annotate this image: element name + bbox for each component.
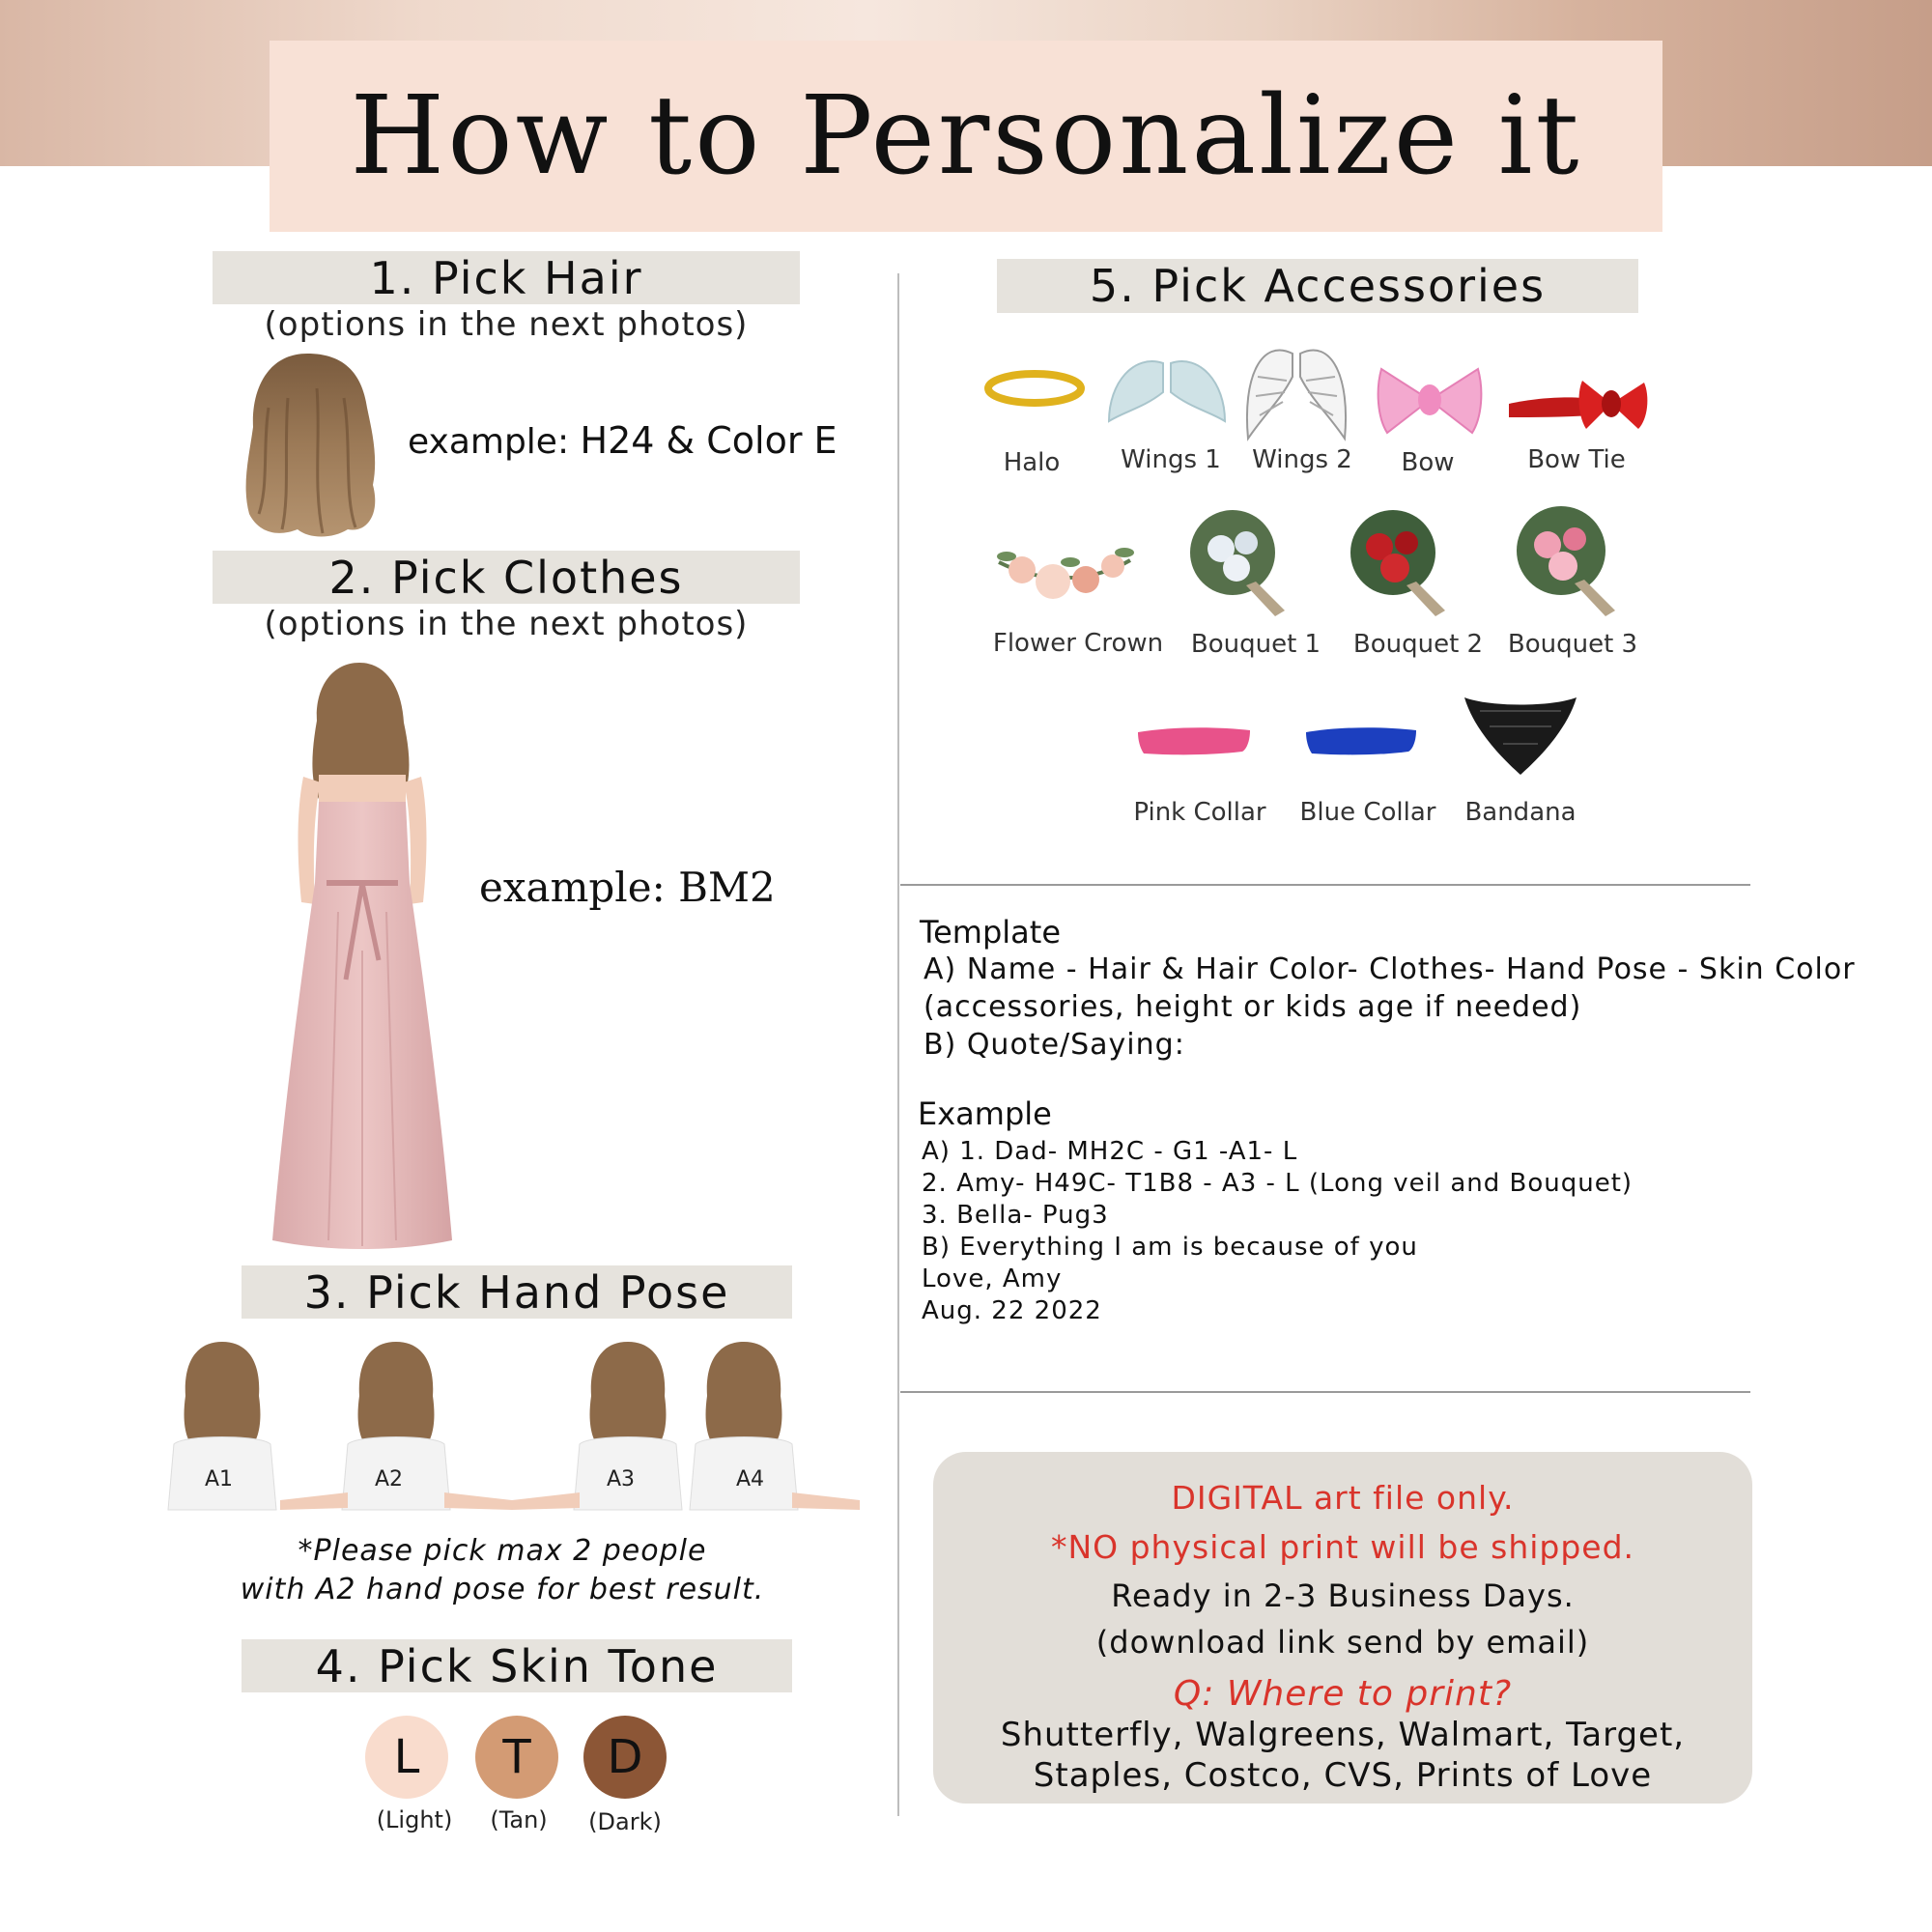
clothes-example: example: BM2 [479, 864, 776, 911]
example-line-1: A) 1. Dad- MH2C - G1 -A1- L [922, 1137, 1298, 1166]
skin-tone-dark-letter: D [607, 1730, 643, 1784]
skin-tone-tan-label: (Tan) [490, 1806, 548, 1833]
step2-subtitle: (options in the next photos) [264, 605, 749, 643]
example-line-5: Love, Amy [922, 1264, 1063, 1293]
notice-digital-only: DIGITAL art file only. [1171, 1479, 1515, 1517]
accessory-wings-2-label: Wings 2 [1252, 445, 1352, 474]
bow-tie-icon [1505, 375, 1650, 431]
bouquet-1-icon [1179, 504, 1294, 620]
hand-pose-row [164, 1338, 860, 1512]
step2-header [213, 551, 800, 604]
notice-print-stores-2: Staples, Costco, CVS, Prints of Love [1033, 1756, 1653, 1795]
skin-tone-tan-letter: T [502, 1730, 531, 1784]
divider-accessories [900, 884, 1750, 886]
step3-heading: 3. Pick Hand Pose [303, 1265, 730, 1319]
skin-tone-tan[interactable] [475, 1716, 558, 1799]
wings-2-icon [1238, 338, 1354, 442]
divider-template [900, 1391, 1750, 1393]
step1-subtitle: (options in the next photos) [264, 305, 749, 344]
step4-header [242, 1639, 792, 1692]
bandana-icon [1461, 692, 1580, 779]
bow-icon [1376, 361, 1484, 439]
hair-example-prefix: example: [408, 422, 581, 462]
accessory-blue-collar-label: Blue Collar [1299, 798, 1436, 827]
skin-tone-light-label: (Light) [376, 1806, 453, 1833]
pose-a2-label: A2 [375, 1467, 404, 1492]
example-line-6: Aug. 22 2022 [922, 1296, 1102, 1325]
blue-collar-icon [1302, 723, 1420, 757]
step4-heading: 4. Pick Skin Tone [315, 1639, 719, 1692]
template-section [920, 914, 1856, 1062]
pose-a4-label: A4 [736, 1467, 765, 1492]
example-heading: Example [918, 1095, 1052, 1132]
template-line-b: B) Quote/Saying: [923, 1028, 1185, 1062]
notice-where-to-print: Q: Where to print? [1173, 1674, 1513, 1714]
notice-no-physical: *NO physical print will be shipped. [1050, 1528, 1635, 1566]
accessory-halo-label: Halo [1003, 448, 1061, 477]
hand-pose-note-1: *Please pick max 2 people [298, 1534, 707, 1568]
accessory-bouquet-3-label: Bouquet 3 [1507, 630, 1638, 659]
hand-pose-note-2: with A2 hand pose for best result. [240, 1573, 765, 1606]
skin-tone-light-letter: L [393, 1730, 420, 1784]
accessory-bouquet-2-label: Bouquet 2 [1352, 630, 1484, 659]
accessory-flower-crown-label: Flower Crown [992, 629, 1164, 658]
step3-header [242, 1265, 792, 1319]
template-line-a: A) Name - Hair & Hair Color- Clothes- Hand Pose - Skin Color [923, 952, 1856, 986]
hair-example-illustration [240, 350, 381, 539]
step1-heading: 1. Pick Hair [369, 251, 643, 304]
hair-example [408, 419, 838, 462]
pose-a1-label: A1 [205, 1467, 234, 1492]
hair-example-value: H24 & Color E [580, 419, 838, 462]
template-heading: Template [920, 914, 1062, 951]
bouquet-2-icon [1339, 504, 1455, 620]
skin-tone-dark-label: (Dark) [588, 1808, 662, 1835]
step5-heading: 5. Pick Accessories [1089, 260, 1547, 312]
step5-header [997, 259, 1638, 313]
example-line-3: 3. Bella- Pug3 [922, 1201, 1109, 1230]
example-section [918, 1095, 1633, 1327]
pose-a3-label: A3 [607, 1467, 636, 1492]
pink-collar-icon [1134, 723, 1254, 757]
clothes-example-illustration [270, 661, 454, 1252]
skin-tone-light[interactable] [365, 1716, 448, 1799]
example-line-4: B) Everything I am is because of you [922, 1233, 1418, 1262]
flower-crown-icon [993, 533, 1136, 611]
accessory-bouquet-1-label: Bouquet 1 [1190, 630, 1321, 659]
template-line-a2: (accessories, height or kids age if needed) [923, 990, 1582, 1024]
accessory-wings-1-label: Wings 1 [1121, 445, 1221, 474]
accessory-pink-collar-label: Pink Collar [1133, 798, 1266, 827]
halo-icon [983, 367, 1086, 410]
pose-a3-figure [512, 1338, 686, 1512]
accessory-bandana-label: Bandana [1464, 798, 1577, 827]
notice-download-link: (download link send by email) [1095, 1624, 1590, 1661]
digital-notice-box [933, 1452, 1752, 1804]
bouquet-3-icon [1505, 500, 1625, 620]
notice-print-stores-1: Shutterfly, Walgreens, Walmart, Target, [1000, 1716, 1686, 1754]
example-line-2: 2. Amy- H49C- T1B8 - A3 - L (Long veil and Bouquet) [922, 1169, 1634, 1198]
notice-ready-time: Ready in 2-3 Business Days. [1111, 1577, 1575, 1614]
step2-heading: 2. Pick Clothes [328, 551, 684, 604]
skin-tone-dark[interactable] [583, 1716, 667, 1799]
accessory-bow-label: Bow [1401, 448, 1455, 477]
title-banner [270, 41, 1662, 232]
step1-header [213, 251, 800, 304]
accessory-bow-tie-label: Bow Tie [1527, 445, 1626, 474]
page-title: How to Personalize it [350, 73, 1582, 199]
pose-a4-figure [686, 1338, 860, 1512]
wings-1-icon [1105, 354, 1229, 427]
column-divider [897, 273, 899, 1816]
